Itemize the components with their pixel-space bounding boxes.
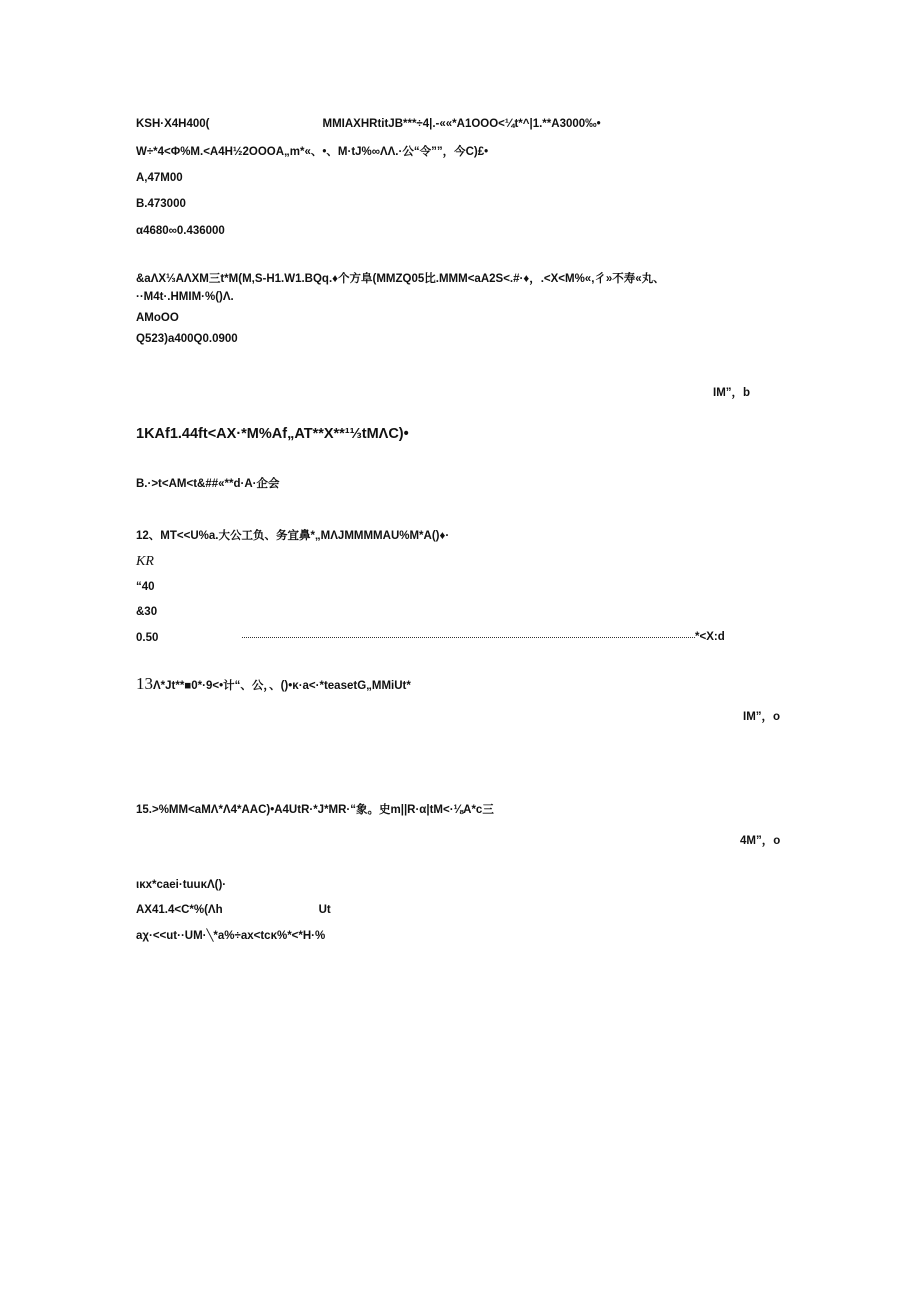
question-13-number: 13 <box>136 674 153 693</box>
option-16-a: AX41.4<C*%(Λh <box>136 904 223 916</box>
score-note-3: 4M”，o <box>740 835 781 847</box>
option-b-3: B.·>t<AM<t&##«**d·A·企会 <box>136 478 280 490</box>
option-row-16b: aχ·<<ut··UM·╲*a%÷ax<tcκ%*<*H·% <box>136 930 326 942</box>
option-a-2: AMoOO <box>136 312 179 324</box>
question-13-text: Λ*Jt**■0*·9<•计“、公，、()•κ·a<·*teasetG„MMiUt* <box>153 680 411 692</box>
question-stem-2: &aΛX⅓AΛXM三t*M(M,S-H1.W1.BQq.♦个方阜(MMZQ05比.MMM<aA2S<.#·♦，.<X<M%«,彳»不寿«丸、 <box>136 273 665 285</box>
question-stem-2-cont: ··M4t·.HMIM·%()Λ. <box>136 291 234 303</box>
option-kr: KR <box>136 554 154 569</box>
question-stem-cont: W÷*4<Φ%M.<A4H½2OOOA„m*«、•、M·tJ%∞ΛΛ.·公“令””，今C)£• <box>136 146 489 158</box>
option-16-b: Ut <box>318 904 331 916</box>
option-50: 0.50 <box>136 632 159 644</box>
stem-part-2: MMIAXHRtitJB***÷4|.-««*A1OOO<¼t*^|1.**A3000‰• <box>322 118 601 130</box>
option-row-16 <box>136 903 331 917</box>
question-stem <box>136 117 601 131</box>
question-15: 15.>%MM<aMΛ*Λ4*AAC)•A4UtR·*J*MR·“象。史m||R·α|tM<·⅛A*c三 <box>136 804 494 816</box>
option-a: A,47M00 <box>136 172 183 184</box>
option-50-tail: *<X:d <box>695 631 725 643</box>
option-40: “40 <box>136 581 155 593</box>
question-heading: 1KAf1.44ft<AX·*M%Af„AT**X**¹⅓tMΛC)• <box>136 426 409 442</box>
question-13 <box>136 674 411 693</box>
dotted-leader <box>242 637 695 638</box>
stem-part-1: KSH·X4H400( <box>136 118 210 130</box>
option-cd-2: Q523)a400Q0.0900 <box>136 333 238 345</box>
option-cd: α4680∞0.436000 <box>136 225 225 237</box>
score-note-2: IM”，o <box>743 711 781 723</box>
score-note-1: IM”，b <box>713 387 751 399</box>
option-b: B.473000 <box>136 198 186 210</box>
option-30: &30 <box>136 606 158 618</box>
question-stem-16: ικx*caei·tuuκΛ()· <box>136 879 227 891</box>
question-12: 12、MT<<U%a.大公工负、务宜鼻*„MΛJMMMMAU%M*A()♦· <box>136 530 450 542</box>
